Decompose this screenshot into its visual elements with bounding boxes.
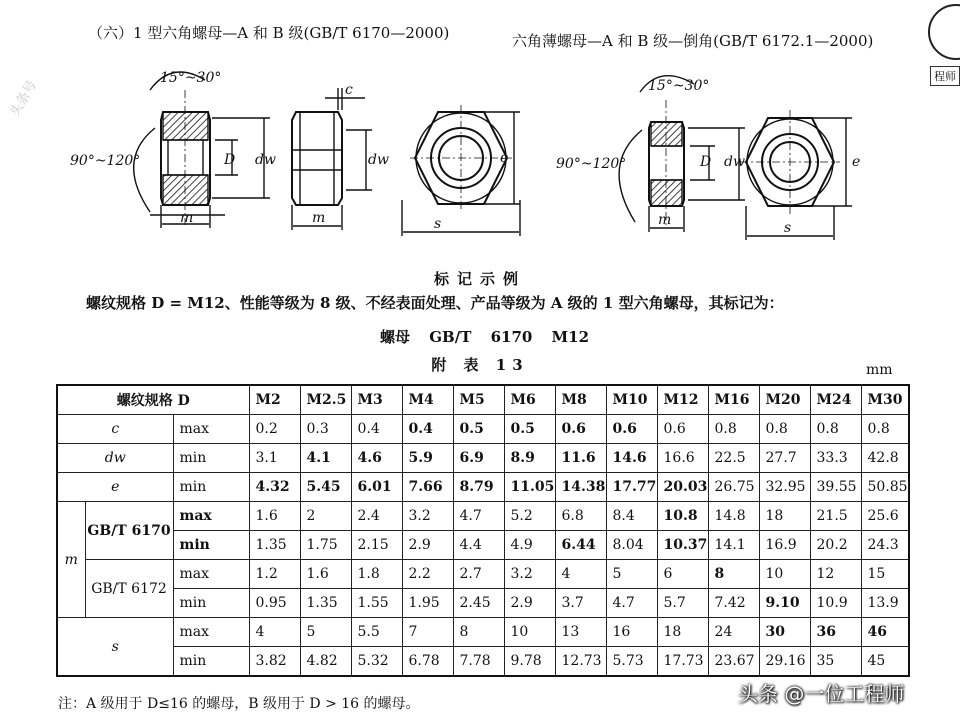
limit-type: max	[173, 560, 249, 589]
value-cell: 1.35	[300, 589, 351, 618]
value-cell: 0.6	[606, 415, 657, 444]
s-label-1: s	[434, 216, 442, 232]
value-cell: 2	[300, 502, 351, 531]
header-right-title: 六角薄螺母—A 和 B 级—倒角(GB/T 6172.1—2000)	[512, 32, 874, 50]
value-cell: 4	[249, 618, 300, 647]
value-cell: 10	[504, 618, 555, 647]
angle-top-label-2: 15°~30°	[648, 78, 710, 94]
value-cell: 17.73	[657, 647, 708, 677]
value-cell: 20.03	[657, 473, 708, 502]
value-cell: 11.05	[504, 473, 555, 502]
value-cell: 8.04	[606, 531, 657, 560]
value-cell: 5.2	[504, 502, 555, 531]
size-cell: M3	[351, 385, 402, 415]
param-m: m	[57, 502, 85, 618]
value-cell: 4.9	[504, 531, 555, 560]
value-cell: 6.44	[555, 531, 606, 560]
value-cell: 29.16	[759, 647, 810, 677]
value-cell: 4.7	[453, 502, 504, 531]
value-cell: 8.4	[606, 502, 657, 531]
value-cell: 4	[555, 560, 606, 589]
m-label-1: m	[180, 210, 194, 226]
value-cell: 6.9	[453, 444, 504, 473]
value-cell: 1.75	[300, 531, 351, 560]
value-cell: 18	[657, 618, 708, 647]
value-cell: 4.1	[300, 444, 351, 473]
value-cell: 16	[606, 618, 657, 647]
e-label-2: e	[852, 154, 861, 170]
value-cell: 10.37	[657, 531, 708, 560]
size-cell: M2	[249, 385, 300, 415]
header-left-title: （六）1 型六角螺母—A 和 B 级(GB/T 6170—2000)	[88, 24, 450, 42]
value-cell: 0.5	[453, 415, 504, 444]
value-cell: 36	[810, 618, 861, 647]
standard-6172: GB/T 6172	[85, 560, 173, 618]
value-cell: 24	[708, 618, 759, 647]
value-cell: 4.32	[249, 473, 300, 502]
dw-label-1: dw	[255, 152, 276, 168]
value-cell: 17.77	[606, 473, 657, 502]
size-cell: M4	[402, 385, 453, 415]
value-cell: 30	[759, 618, 810, 647]
size-cell: M8	[555, 385, 606, 415]
limit-type: min	[173, 647, 249, 677]
value-cell: 10.9	[810, 589, 861, 618]
value-cell: 1.6	[300, 560, 351, 589]
value-cell: 4.82	[300, 647, 351, 677]
nut-spec-table	[56, 384, 910, 677]
value-cell: 3.7	[555, 589, 606, 618]
param-c: c	[57, 415, 173, 444]
standard-6170: GB/T 6170	[85, 502, 173, 560]
row-s-min	[57, 647, 909, 677]
value-cell: 1.6	[249, 502, 300, 531]
size-cell: M10	[606, 385, 657, 415]
example-title: 标记示例	[433, 270, 526, 288]
value-cell: 5.5	[351, 618, 402, 647]
limit-type: max	[173, 618, 249, 647]
limit-type: max	[173, 415, 249, 444]
value-cell: 24.3	[861, 531, 909, 560]
value-cell: 10.8	[657, 502, 708, 531]
value-cell: 0.5	[504, 415, 555, 444]
row-m-6172-min	[57, 589, 909, 618]
value-cell: 50.85	[861, 473, 909, 502]
value-cell: 2.9	[504, 589, 555, 618]
value-cell: 4.4	[453, 531, 504, 560]
limit-type: min	[173, 444, 249, 473]
value-cell: 13	[555, 618, 606, 647]
value-cell: 0.2	[249, 415, 300, 444]
value-cell: 2.2	[402, 560, 453, 589]
footnote: 注：A 级用于 D≤16 的螺母，B 级用于 D > 16 的螺母。	[58, 696, 420, 712]
value-cell: 6.8	[555, 502, 606, 531]
value-cell: 16.9	[759, 531, 810, 560]
value-cell: 5.73	[606, 647, 657, 677]
m-label-2: m	[312, 210, 326, 226]
value-cell: 5.7	[657, 589, 708, 618]
nut-top-view-2	[740, 110, 852, 240]
size-cell: M20	[759, 385, 810, 415]
value-cell: 7	[402, 618, 453, 647]
value-cell: 46	[861, 618, 909, 647]
value-cell: 7.42	[708, 589, 759, 618]
nut-side-view-1	[292, 88, 372, 230]
value-cell: 8	[708, 560, 759, 589]
value-cell: 0.6	[657, 415, 708, 444]
D-label-1: D	[224, 152, 236, 168]
value-cell: 2.4	[351, 502, 402, 531]
value-cell: 8	[453, 618, 504, 647]
value-cell: 0.6	[555, 415, 606, 444]
value-cell: 21.5	[810, 502, 861, 531]
value-cell: 0.8	[861, 415, 909, 444]
example-text: 螺纹规格 D = M12、性能等级为 8 级、不经表面处理、产品等级为 A 级的 1 型六角螺母，其标记为：	[86, 294, 784, 312]
value-cell: 23.67	[708, 647, 759, 677]
limit-type: min	[173, 531, 249, 560]
value-cell: 2.7	[453, 560, 504, 589]
value-cell: 35	[810, 647, 861, 677]
header-row	[57, 385, 909, 415]
row-s-max	[57, 618, 909, 647]
value-cell: 8.9	[504, 444, 555, 473]
m-label-3: m	[658, 212, 672, 228]
value-cell: 5.9	[402, 444, 453, 473]
size-cell: M2.5	[300, 385, 351, 415]
value-cell: 42.8	[861, 444, 909, 473]
value-cell: 3.82	[249, 647, 300, 677]
value-cell: 39.55	[810, 473, 861, 502]
value-cell: 27.7	[759, 444, 810, 473]
value-cell: 26.75	[708, 473, 759, 502]
table-title: 附 表 13	[431, 356, 529, 374]
value-cell: 20.2	[810, 531, 861, 560]
value-cell: 5.45	[300, 473, 351, 502]
limit-type: min	[173, 473, 249, 502]
corner-tag: 程师	[930, 66, 960, 86]
value-cell: 0.3	[300, 415, 351, 444]
value-cell: 9.10	[759, 589, 810, 618]
size-cell: M30	[861, 385, 909, 415]
spec-label: 螺纹规格 D	[57, 385, 249, 415]
value-cell: 1.35	[249, 531, 300, 560]
nut-drawings	[0, 0, 960, 270]
value-cell: 7.78	[453, 647, 504, 677]
row-m-6172-max	[57, 560, 909, 589]
table-unit: mm	[866, 362, 893, 378]
side-watermark: 头条号	[7, 78, 40, 120]
size-cell: M24	[810, 385, 861, 415]
value-cell: 14.38	[555, 473, 606, 502]
value-cell: 0.95	[249, 589, 300, 618]
value-cell: 22.5	[708, 444, 759, 473]
value-cell: 4.7	[606, 589, 657, 618]
size-cell: M5	[453, 385, 504, 415]
value-cell: 4.6	[351, 444, 402, 473]
value-cell: 32.95	[759, 473, 810, 502]
example-mark: 螺母 GB/T 6170 M12	[380, 328, 590, 346]
value-cell: 11.6	[555, 444, 606, 473]
param-dw: dw	[57, 444, 173, 473]
value-cell: 1.95	[402, 589, 453, 618]
value-cell: 5	[606, 560, 657, 589]
value-cell: 3.1	[249, 444, 300, 473]
value-cell: 3.2	[504, 560, 555, 589]
value-cell: 0.4	[402, 415, 453, 444]
value-cell: 5.32	[351, 647, 402, 677]
value-cell: 15	[861, 560, 909, 589]
angle-top-label-1: 15°~30°	[160, 70, 222, 86]
nut-section-view-1	[134, 72, 270, 228]
value-cell: 0.8	[708, 415, 759, 444]
s-label-2: s	[784, 220, 792, 236]
value-cell: 14.1	[708, 531, 759, 560]
brand-watermark: 头条 @一位工程师	[738, 682, 905, 706]
value-cell: 0.8	[810, 415, 861, 444]
value-cell: 13.9	[861, 589, 909, 618]
value-cell: 7.66	[402, 473, 453, 502]
row-e	[57, 473, 909, 502]
value-cell: 12	[810, 560, 861, 589]
row-m-6170-min	[57, 531, 909, 560]
nut-top-view-1	[402, 105, 520, 236]
value-cell: 14.8	[708, 502, 759, 531]
limit-type: max	[173, 502, 249, 531]
size-cell: M16	[708, 385, 759, 415]
value-cell: 9.78	[504, 647, 555, 677]
value-cell: 45	[861, 647, 909, 677]
value-cell: 10	[759, 560, 810, 589]
value-cell: 18	[759, 502, 810, 531]
value-cell: 1.8	[351, 560, 402, 589]
value-cell: 0.4	[351, 415, 402, 444]
value-cell: 6	[657, 560, 708, 589]
limit-type: min	[173, 589, 249, 618]
value-cell: 1.2	[249, 560, 300, 589]
value-cell: 14.6	[606, 444, 657, 473]
value-cell: 2.45	[453, 589, 504, 618]
angle-side-label-1: 90°~120°	[70, 153, 141, 169]
value-cell: 0.8	[759, 415, 810, 444]
e-label-1: e	[500, 150, 509, 166]
size-cell: M12	[657, 385, 708, 415]
value-cell: 33.3	[810, 444, 861, 473]
row-dw	[57, 444, 909, 473]
param-s: s	[57, 618, 173, 677]
value-cell: 6.78	[402, 647, 453, 677]
dw-label-3: dw	[724, 154, 745, 170]
value-cell: 5	[300, 618, 351, 647]
value-cell: 6.01	[351, 473, 402, 502]
value-cell: 8.79	[453, 473, 504, 502]
angle-side-label-2: 90°~120°	[556, 156, 627, 172]
size-cell: M6	[504, 385, 555, 415]
row-m-6170-max	[57, 502, 909, 531]
c-label-1: c	[345, 82, 353, 98]
value-cell: 2.9	[402, 531, 453, 560]
value-cell: 3.2	[402, 502, 453, 531]
value-cell: 16.6	[657, 444, 708, 473]
dw-label-2: dw	[368, 152, 389, 168]
param-e: e	[57, 473, 173, 502]
row-c	[57, 415, 909, 444]
value-cell: 2.15	[351, 531, 402, 560]
value-cell: 25.6	[861, 502, 909, 531]
value-cell: 12.73	[555, 647, 606, 677]
value-cell: 1.55	[351, 589, 402, 618]
D-label-2: D	[700, 154, 712, 170]
